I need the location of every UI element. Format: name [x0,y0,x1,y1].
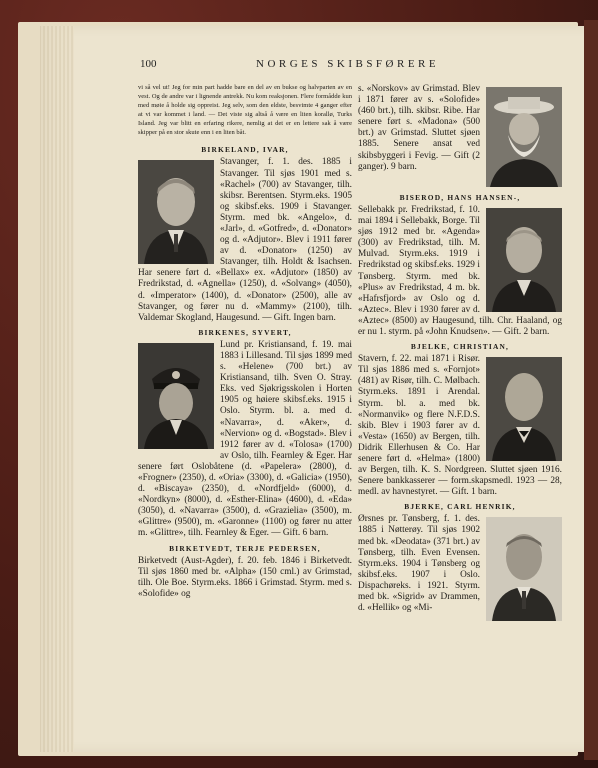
entry-name: BIRKETVEDT, TERJE PEDERSEN, [169,543,321,553]
entry-bjerke [358,502,562,614]
portrait-photo-birkenes [138,343,214,449]
portrait-photo-biserod [486,208,562,312]
entry-name: BJERKE, CARL HENRIK, [404,502,516,512]
entry-bio: Birketvedt (Aust-Agder), f. 20. feb. 1846 i Birketvedt. Til sjøs 1860 med br. «Alpha» (150 cml.) av Grimstad, tilh. Ole Boe. Styrm.eks. 1866 i Grimstad. Styrm. med s. «Solofide» og [138,555,352,599]
entry-name: BJELKE, CHRISTIAN, [410,342,510,352]
entry-birketvedt-continued [358,84,562,189]
entry-bio: Ørsnes pr. Tønsberg, f. 1. des. 1885 i Nøtterøy. Til sjøs 1902 med bk. «Deodata» (371 brt.) av Tønsberg, tilh. Even Evensen. Styrm.eks. 1904 i Tønsberg og skibsf.eks. 1907 i Oslo. Dispachøreks. i 1921. Styrm. med bk. «Sigrid» av Drammen, d. «Hellik» og «Mi- [358,514,480,614]
entry-birketvedt [138,544,352,600]
entry-bio: Stavanger, f. 1. des. 1885 i Stavanger. Til sjøs 1901 med s. «Rachel» (700) av Stavanger, tilh. skibsr. Berentsen. Styrm.eks. 1905 og skibsf.eks. 1909 i Stavanger. Styrm. med bk. «Angelo», d. «Jarl», d. «Gotfred», d. «Donator» og d. «Adjutor». Blev i 1911 fører av d. «Donator» (1250) av Stavanger, tilh. Holdt & Isachsen. Har senere ført d. «Bellax» ex. «Adjutor» (1850) av Fredrikstad, d. «Agnella» (1250), d. «Solvang» (4050), d. «Imperator» (1400), d. «Donator» (2500), alle av Stavanger, og fører nu d. «Mammy» (2100), tilh. Valdemar Skogland, Haugesund. — Gift. Ingen barn. [138,157,352,323]
entry-bio: Stavern, f. 22. mai 1871 i Risør. Til sjøs 1886 med s. «Fornjot» (481) av Risør, tilh. C. Mølbach. Styrm.eks. 1891 i Arendal. Styrm. bl. a. med bk. «Normanvik» og flere N.F.D.S. skib. Blev i 1903 fører av d. «Vesta» (1650) av Bergen, tilh. Didrik Ellerhusen & Co. Har senere ført d. «Helma» (1800) av Bergen, tilh. K. S. Nordgreen. Sluttet sjøen 1916. Senere bankkasserer — form.skapsmedl. 1923 — 28, medl. av havnestyret. — Gift. 1 barn. [358,354,562,498]
entry-name: BISEROD, HANS HANSEN-, [399,193,521,202]
portrait-photo-bjelke [486,357,562,461]
entry-bio: s. «Norskov» av Grimstad. Blev i 1871 fører av s. «Solofide» (460 brt.), tilh. skibsr. Ribe. Har senere ført s. «Madona» (500 brt.) av Grimstad. Sluttet sjøen 1885. Senere ansat ved skibsbyggeri i Fevig. — Gift (2 ganger). 9 barn. [358,84,480,172]
page-number: 100 [140,58,157,70]
right-column [358,84,562,623]
entry-biserod [358,193,562,338]
intro-paragraph: vi så vel ut! Jeg for min part hadde bare en del av en bukse og halvparten av en vest. Og de andre var i lignende antrekk. Nu kom reaksjonen. Flere formådde kun med møie å holde sig oppreist. Jeg selv, som den eldste, besvimte 4 ganger efter at vi var kommet i land. — Det viste sig altså å være en liten korallø, Turks Island. Jeg var blitt en erfaring rikere, nemlig at det er en lettere sak å være skipper på en stor skute enn i en liten båt. [138,84,352,136]
page-header [140,58,560,74]
portrait-photo-birketvedt [486,87,562,187]
entry-bio: Lund pr. Kristiansand, f. 19. mai 1883 i Lillesand. Til sjøs 1899 med s. «Helene» (700 brt.) av Kristiansand, tilh. Sven O. Stray. Eks. ved Sjøkrigsskolen i Horten 1905 og høiere skibsf.eks. 1915 i Oslo. Styrm. bl. a. med d. «Navarra», d. «Aker», d. «Nervion» og d. «Bogstad». Blev i 1912 fører av d. «Tolosa» (1700) av Oslo, tilh. Fearnley & Eger. Har senere ført Oslobåtene (d. «Papelera» (2800), d. «Frogner» (2350), d. «Oria» (3300), d. «Galicia» (1950), d. «Biscaya» (2350), d. «Nordfjeld» (6000), d. «Nordkyn» (8000), d. «Esther-Elina» (4600), d. «Eda» (3050), d. «Navarra» (3500), d. «Grazielia» (3500), m. «Glittre» (9500), m. «Garonne» (1100) og fører nu atter m. «Glittre», tilh. Fearnley & Eger. — Gift. 6 barn. [138,339,352,539]
entry-name: BIRKELAND, IVAR, [201,145,289,155]
entry-bjelke [358,342,562,498]
running-title: NORGES SKIBSFØRERE [256,58,440,70]
cover-edge-right [584,20,598,760]
book-gutter [40,26,74,752]
left-column [138,84,352,600]
portrait-photo-bjerke [486,517,562,621]
entry-birkeland [138,145,352,323]
entry-name: BIRKENES, SYVERT, [198,327,292,337]
entry-bio: Sellebakk pr. Fredrikstad, f. 10. mai 1894 i Sellebakk, Borge. Til sjøs 1912 med br. «Agenda» (300) av Fredrikstad, tilh. M. Mulvad. Styrm.eks. 1919 i Fredrikstad og skibsf.eks. 1929 i Tønsberg. Styrm. med bk. «Plus» av Fredrikstad, 4 m. bk. «Hafrsfjord» av Oslo og d. «Aztec». Blev i 1930 fører av d. «Aztec» (8500) av Haugesund, tilh. Chr. Haaland, og er nu 1. styrm. på «John Knudsen». — Gift. 2 barn. [358,205,562,338]
entry-birkenes [138,328,352,540]
portrait-photo-birkeland [138,160,214,264]
